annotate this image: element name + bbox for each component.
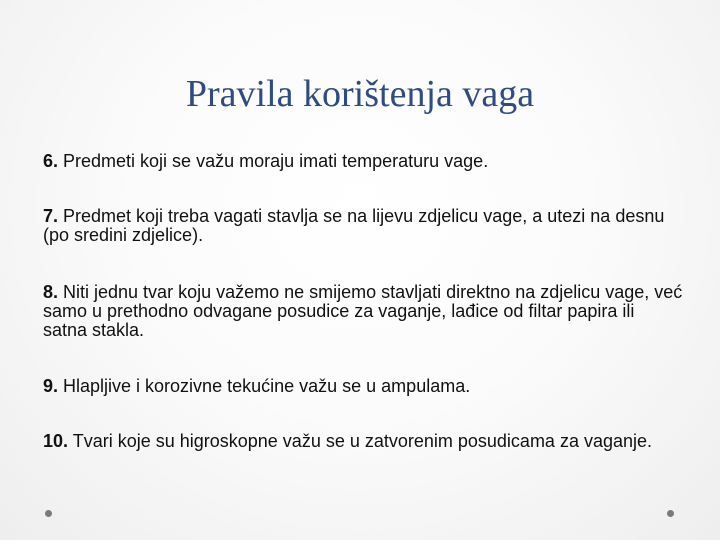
rule-item-9 [43, 377, 470, 396]
rule-item-10 [43, 432, 652, 451]
rule-text: Niti jednu tvar koju važemo ne smijemo stavljati direktno na zdjelicu vage, već samo u prethodno odvagane posudice za vaganje, lađice od filtar papira ili satna stakla. [43, 282, 683, 340]
rule-number: 7. [43, 206, 59, 226]
rule-item-7 [43, 207, 683, 245]
rule-item-6 [43, 152, 488, 171]
bullet-dot-icon [45, 510, 52, 517]
rule-number: 6. [43, 151, 59, 171]
slide-title: Pravila korištenja vaga [185, 73, 535, 115]
rule-text: Tvari koje su higroskopne važu se u zatvorenim posudicama za vaganje. [68, 431, 653, 451]
rule-text: Predmeti koji se važu moraju imati temperaturu vage. [58, 151, 489, 171]
rule-number: 8. [43, 282, 59, 302]
rule-text: Predmet koji treba vagati stavlja se na lijevu zdjelicu vage, a utezi na desnu (po sredini zdjelice). [43, 206, 665, 245]
rule-number: 9. [43, 376, 59, 396]
rule-number: 10. [43, 431, 69, 451]
bullet-dot-icon [667, 510, 674, 517]
rule-item-8 [43, 283, 683, 340]
rule-text: Hlapljive i korozivne tekućine važu se u ampulama. [58, 376, 471, 396]
